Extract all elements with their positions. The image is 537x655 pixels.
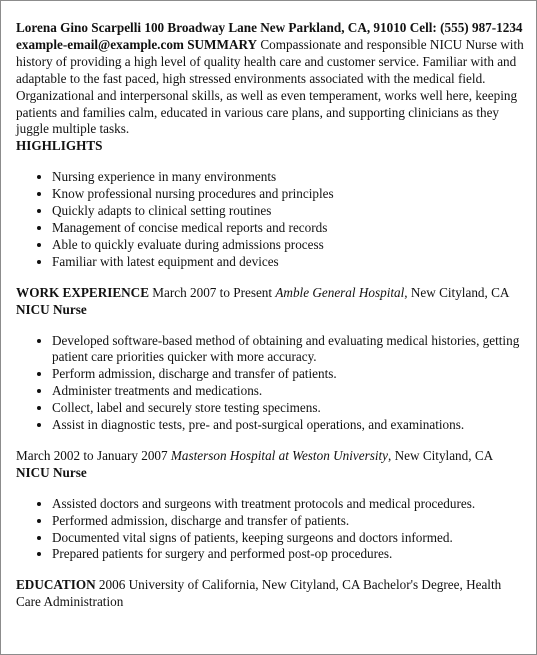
- list-item: • Perform admission, discharge and transfer of patients.: [52, 366, 524, 383]
- list-item: • Able to quickly evaluate during admissions process: [52, 237, 524, 254]
- job-1-duties-list: [16, 333, 524, 434]
- list-item: • Assisted doctors and surgeons with treatment protocols and medical procedures.: [52, 496, 524, 513]
- list-item: • Management of concise medical reports and records: [52, 220, 524, 237]
- header-summary-paragraph: [16, 20, 524, 138]
- education-year: 2006: [98, 577, 126, 593]
- list-item: • Administer treatments and medications.: [52, 383, 524, 400]
- highlights-list: [16, 169, 524, 270]
- education-paragraph: [16, 577, 524, 611]
- list-item: • Collect, label and securely store testing specimens.: [52, 400, 524, 417]
- summary-text: Compassionate and responsible NICU Nurse with history of providing a high level of quality health care and customer service. Familiar with and adaptable to the fast paced, high stressed environments associated with the medical field. Organizational and interpersonal skills, as well as even temperament, works well here, keeping patients and families calm, educated in various care plans, and supporting clinicians as they juggle multiple tasks.: [16, 36, 524, 137]
- list-item: • Developed software-based method of obtaining and evaluating medical histories, getting patient care priorities quicker with more accuracy.: [52, 333, 524, 367]
- job-2-header: March 2002 to January 2007 Masterson Hospital at Weston University, New Cityland, CA NICU Nurse: [16, 447, 493, 480]
- job-title: NICU Nurse: [16, 464, 87, 480]
- highlights-heading-text: HIGHLIGHTS: [16, 138, 103, 154]
- work-experience-heading: WORK EXPERIENCE: [16, 284, 149, 300]
- list-item: • Quickly adapts to clinical setting routines: [52, 203, 524, 220]
- job-location: New Cityland, CA: [394, 447, 493, 463]
- list-item: • Nursing experience in many environments: [52, 169, 524, 186]
- job-location: New Cityland, CA: [410, 284, 509, 300]
- candidate-name: Lorena Gino Scarpelli: [16, 20, 142, 35]
- education-degree: Bachelor's Degree, Health Care Administration: [16, 577, 502, 610]
- list-item: • Familiar with latest equipment and devices: [52, 254, 524, 271]
- list-item: • Know professional nursing procedures and principles: [52, 186, 524, 203]
- candidate-phone: (555) 987-1234: [440, 20, 523, 35]
- list-item: • Performed admission, discharge and transfer of patients.: [52, 513, 524, 530]
- list-item: • Prepared patients for surgery and performed post-op procedures.: [52, 546, 524, 563]
- highlights-heading: [16, 138, 524, 155]
- education-school: University of California, New Cityland, CA: [128, 577, 360, 593]
- job-2-duties-list: [16, 496, 524, 564]
- job-employer: Amble General Hospital: [275, 284, 405, 300]
- list-item: • Documented vital signs of patients, keeping surgeons and doctors informed.: [52, 530, 524, 547]
- job-employer: Masterson Hospital at Weston University: [170, 447, 389, 463]
- phone-label: Cell:: [409, 20, 437, 35]
- job-1-header: WORK EXPERIENCE March 2007 to Present Amble General Hospital, New Cityland, CA NICU Nurse: [16, 284, 509, 317]
- list-item: • Assist in diagnostic tests, pre- and post-surgical operations, and examinations.: [52, 417, 524, 434]
- job-dates: March 2007 to Present: [152, 284, 273, 300]
- job-title: NICU Nurse: [16, 301, 87, 317]
- job-dates: March 2002 to January 2007: [16, 447, 168, 463]
- education-heading: EDUCATION: [16, 577, 96, 593]
- candidate-address: 100 Broadway Lane New Parkland, CA, 91010: [144, 20, 407, 35]
- candidate-email: example-email@example.com: [16, 36, 184, 52]
- resume-content: [16, 20, 524, 611]
- summary-heading: SUMMARY: [187, 36, 258, 52]
